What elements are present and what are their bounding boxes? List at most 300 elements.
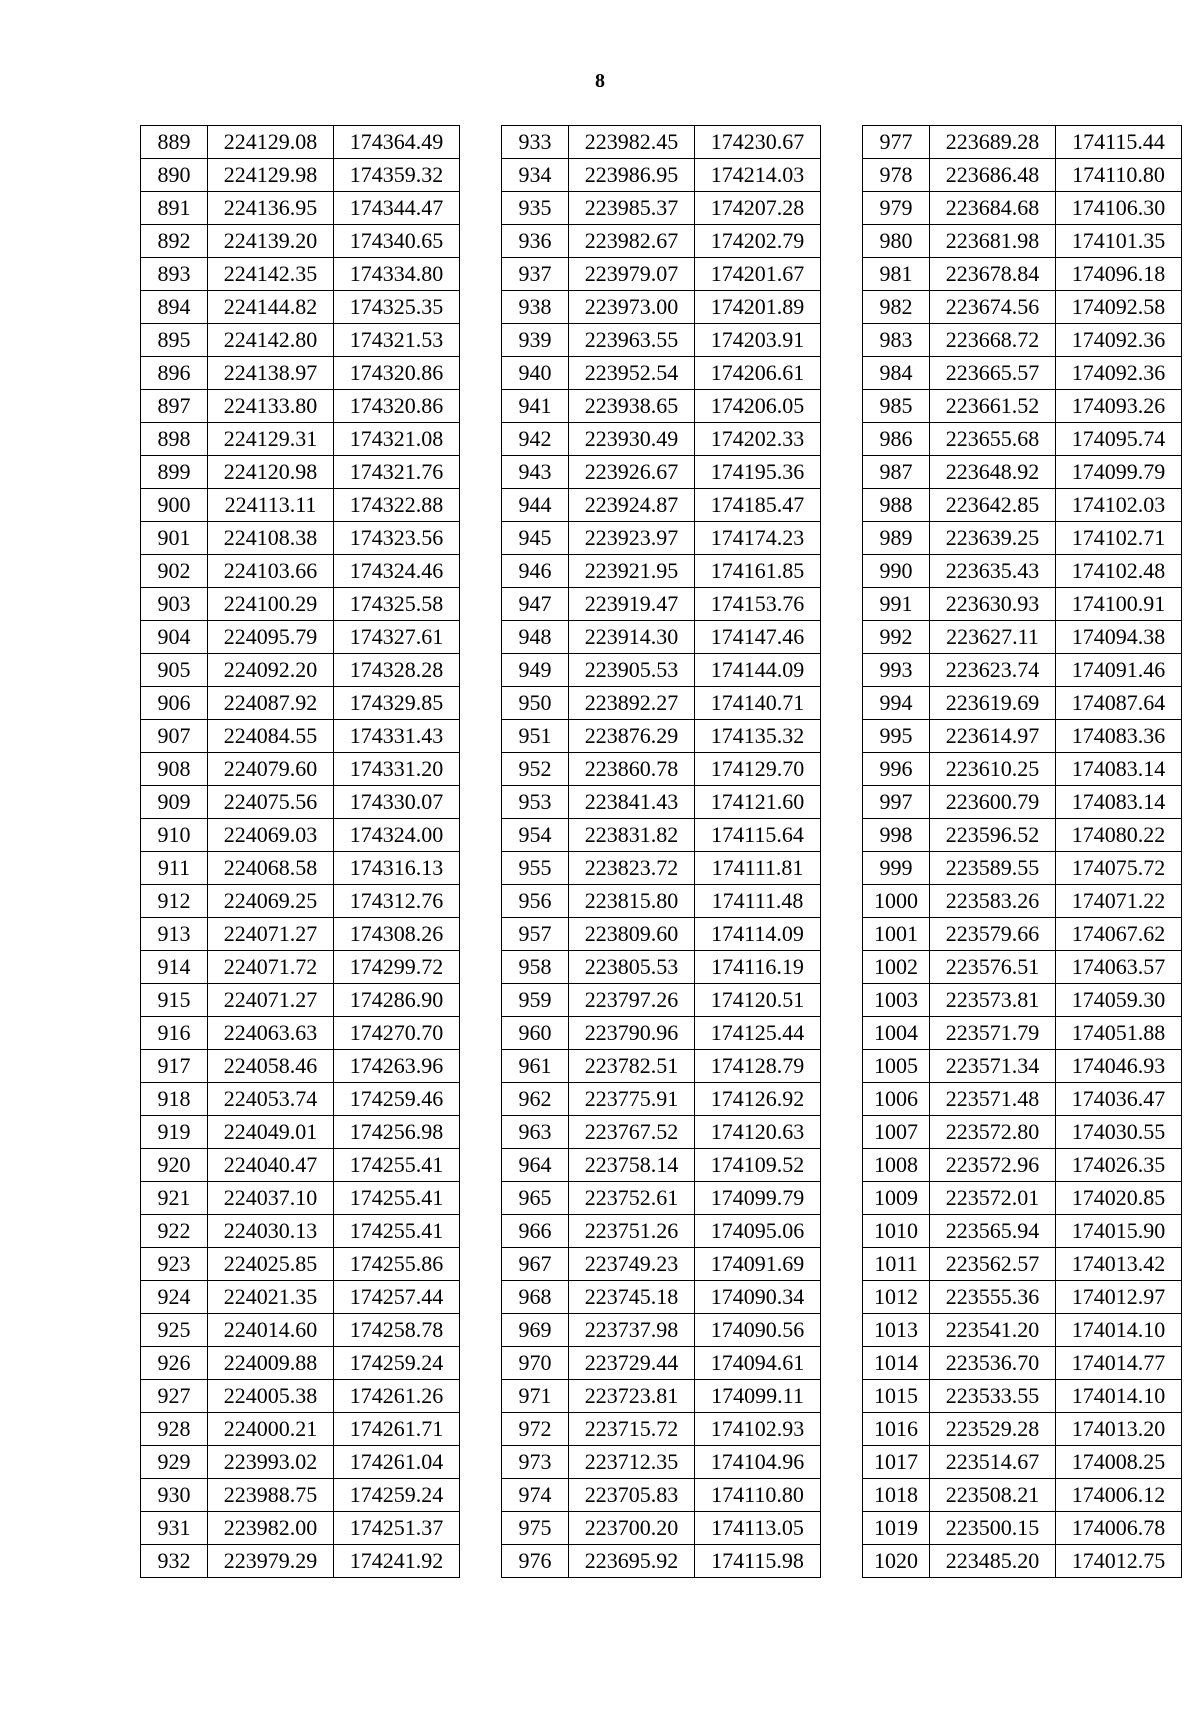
point-number-cell: 1019 [863,1512,930,1545]
point-number-cell: 922 [141,1215,208,1248]
point-number-cell: 925 [141,1314,208,1347]
point-number-cell: 1014 [863,1347,930,1380]
point-number-cell: 893 [141,258,208,291]
x-coordinate-cell: 223782.51 [569,1050,695,1083]
y-coordinate-cell: 174080.22 [1056,819,1182,852]
point-number-cell: 977 [863,126,930,159]
x-coordinate-cell: 224071.27 [208,984,334,1017]
table-row [863,258,1182,291]
table-row [502,1248,821,1281]
y-coordinate-cell: 174325.35 [334,291,460,324]
point-number-cell: 906 [141,687,208,720]
point-number-cell: 928 [141,1413,208,1446]
x-coordinate-cell: 223823.72 [569,852,695,885]
y-coordinate-cell: 174059.30 [1056,984,1182,1017]
point-number-cell: 958 [502,951,569,984]
point-number-cell: 1016 [863,1413,930,1446]
table-row [863,1446,1182,1479]
x-coordinate-cell: 224136.95 [208,192,334,225]
x-coordinate-cell: 223979.07 [569,258,695,291]
point-number-cell: 979 [863,192,930,225]
table-row [141,1050,460,1083]
point-number-cell: 960 [502,1017,569,1050]
x-coordinate-cell: 223938.65 [569,390,695,423]
x-coordinate-cell: 224068.58 [208,852,334,885]
point-number-cell: 941 [502,390,569,423]
x-coordinate-cell: 223572.01 [930,1182,1056,1215]
x-coordinate-cell: 223775.91 [569,1083,695,1116]
x-coordinate-cell: 224100.29 [208,588,334,621]
point-number-cell: 889 [141,126,208,159]
point-number-cell: 931 [141,1512,208,1545]
x-coordinate-cell: 223661.52 [930,390,1056,423]
y-coordinate-cell: 174201.67 [695,258,821,291]
x-coordinate-cell: 223905.53 [569,654,695,687]
table-row [863,1347,1182,1380]
y-coordinate-cell: 174092.36 [1056,357,1182,390]
x-coordinate-cell: 223715.72 [569,1413,695,1446]
x-coordinate-cell: 223562.57 [930,1248,1056,1281]
y-coordinate-cell: 174092.58 [1056,291,1182,324]
y-coordinate-cell: 174046.93 [1056,1050,1182,1083]
x-coordinate-cell: 223751.26 [569,1215,695,1248]
table-row [141,324,460,357]
x-coordinate-cell: 223723.81 [569,1380,695,1413]
table-row [141,819,460,852]
y-coordinate-cell: 174102.03 [1056,489,1182,522]
y-coordinate-cell: 174329.85 [334,687,460,720]
table-row [502,1380,821,1413]
table-row [863,720,1182,753]
table-row [141,1413,460,1446]
y-coordinate-cell: 174083.14 [1056,753,1182,786]
y-coordinate-cell: 174330.07 [334,786,460,819]
y-coordinate-cell: 174286.90 [334,984,460,1017]
x-coordinate-cell: 223485.20 [930,1545,1056,1578]
table-row [141,687,460,720]
table-row [141,1215,460,1248]
table-row [502,555,821,588]
x-coordinate-cell: 224079.60 [208,753,334,786]
table-row [502,1116,821,1149]
y-coordinate-cell: 174202.33 [695,423,821,456]
y-coordinate-cell: 174099.79 [695,1182,821,1215]
point-number-cell: 999 [863,852,930,885]
table-row [863,1116,1182,1149]
point-number-cell: 981 [863,258,930,291]
x-coordinate-cell: 223841.43 [569,786,695,819]
y-coordinate-cell: 174203.91 [695,324,821,357]
y-coordinate-cell: 174099.11 [695,1380,821,1413]
point-number-cell: 915 [141,984,208,1017]
point-number-cell: 909 [141,786,208,819]
point-number-cell: 963 [502,1116,569,1149]
y-coordinate-cell: 174030.55 [1056,1116,1182,1149]
point-number-cell: 939 [502,324,569,357]
x-coordinate-cell: 223705.83 [569,1479,695,1512]
y-coordinate-cell: 174083.36 [1056,720,1182,753]
table-row [863,753,1182,786]
x-coordinate-cell: 224053.74 [208,1083,334,1116]
x-coordinate-cell: 224144.82 [208,291,334,324]
y-coordinate-cell: 174320.86 [334,357,460,390]
table-row [863,324,1182,357]
table-row [502,588,821,621]
x-coordinate-cell: 223627.11 [930,621,1056,654]
x-coordinate-cell: 223596.52 [930,819,1056,852]
point-number-cell: 912 [141,885,208,918]
point-number-cell: 936 [502,225,569,258]
y-coordinate-cell: 174255.41 [334,1149,460,1182]
point-number-cell: 938 [502,291,569,324]
x-coordinate-cell: 223923.97 [569,522,695,555]
point-number-cell: 1009 [863,1182,930,1215]
x-coordinate-cell: 223579.66 [930,918,1056,951]
y-coordinate-cell: 174116.19 [695,951,821,984]
table-row [863,555,1182,588]
y-coordinate-cell: 174051.88 [1056,1017,1182,1050]
table-row [141,489,460,522]
table-row [502,1413,821,1446]
point-number-cell: 918 [141,1083,208,1116]
x-coordinate-cell: 224113.11 [208,489,334,522]
table-row [502,1347,821,1380]
table-row [141,225,460,258]
point-number-cell: 923 [141,1248,208,1281]
table-row [863,786,1182,819]
table-row [863,687,1182,720]
y-coordinate-cell: 174014.10 [1056,1314,1182,1347]
point-number-cell: 984 [863,357,930,390]
x-coordinate-cell: 224142.80 [208,324,334,357]
point-number-cell: 993 [863,654,930,687]
x-coordinate-cell: 223695.92 [569,1545,695,1578]
x-coordinate-cell: 223805.53 [569,951,695,984]
table-row [863,1281,1182,1314]
x-coordinate-cell: 223565.94 [930,1215,1056,1248]
table-row [502,1149,821,1182]
y-coordinate-cell: 174006.12 [1056,1479,1182,1512]
point-number-cell: 990 [863,555,930,588]
y-coordinate-cell: 174359.32 [334,159,460,192]
y-coordinate-cell: 174104.96 [695,1446,821,1479]
point-number-cell: 948 [502,621,569,654]
point-number-cell: 911 [141,852,208,885]
y-coordinate-cell: 174008.25 [1056,1446,1182,1479]
x-coordinate-cell: 223752.61 [569,1182,695,1215]
x-coordinate-cell: 223790.96 [569,1017,695,1050]
table-row [502,951,821,984]
point-number-cell: 975 [502,1512,569,1545]
point-number-cell: 971 [502,1380,569,1413]
x-coordinate-cell: 224058.46 [208,1050,334,1083]
y-coordinate-cell: 174111.81 [695,852,821,885]
point-number-cell: 1006 [863,1083,930,1116]
point-number-cell: 907 [141,720,208,753]
x-coordinate-cell: 223614.97 [930,720,1056,753]
point-number-cell: 1003 [863,984,930,1017]
table-row [502,654,821,687]
y-coordinate-cell: 174259.46 [334,1083,460,1116]
y-coordinate-cell: 174230.67 [695,126,821,159]
coordinate-table-2 [501,125,821,1578]
x-coordinate-cell: 223815.80 [569,885,695,918]
table-row [863,588,1182,621]
x-coordinate-cell: 223668.72 [930,324,1056,357]
x-coordinate-cell: 224000.21 [208,1413,334,1446]
y-coordinate-cell: 174259.24 [334,1347,460,1380]
point-number-cell: 980 [863,225,930,258]
point-number-cell: 929 [141,1446,208,1479]
y-coordinate-cell: 174110.80 [695,1479,821,1512]
coordinate-table-3 [862,125,1182,1578]
y-coordinate-cell: 174321.53 [334,324,460,357]
table-row [502,489,821,522]
table-row [863,1149,1182,1182]
table-row [141,588,460,621]
point-number-cell: 894 [141,291,208,324]
x-coordinate-cell: 223737.98 [569,1314,695,1347]
x-coordinate-cell: 223600.79 [930,786,1056,819]
y-coordinate-cell: 174263.96 [334,1050,460,1083]
point-number-cell: 924 [141,1281,208,1314]
x-coordinate-cell: 224129.31 [208,423,334,456]
x-coordinate-cell: 223919.47 [569,588,695,621]
x-coordinate-cell: 224040.47 [208,1149,334,1182]
point-number-cell: 1002 [863,951,930,984]
x-coordinate-cell: 224108.38 [208,522,334,555]
y-coordinate-cell: 174015.90 [1056,1215,1182,1248]
y-coordinate-cell: 174026.35 [1056,1149,1182,1182]
table-row [863,621,1182,654]
y-coordinate-cell: 174102.71 [1056,522,1182,555]
table-row [502,159,821,192]
y-coordinate-cell: 174334.80 [334,258,460,291]
table-row [141,984,460,1017]
x-coordinate-cell: 223533.55 [930,1380,1056,1413]
y-coordinate-cell: 174201.89 [695,291,821,324]
y-coordinate-cell: 174322.88 [334,489,460,522]
table-row [141,1182,460,1215]
point-number-cell: 934 [502,159,569,192]
y-coordinate-cell: 174320.86 [334,390,460,423]
x-coordinate-cell: 224092.20 [208,654,334,687]
point-number-cell: 968 [502,1281,569,1314]
x-coordinate-cell: 224133.80 [208,390,334,423]
x-coordinate-cell: 223678.84 [930,258,1056,291]
table-row [141,192,460,225]
x-coordinate-cell: 223589.55 [930,852,1056,885]
page-number: 8 [595,70,605,92]
table-row [502,1479,821,1512]
y-coordinate-cell: 174100.91 [1056,588,1182,621]
x-coordinate-cell: 223572.80 [930,1116,1056,1149]
table-row [141,1512,460,1545]
point-number-cell: 903 [141,588,208,621]
table-row [863,126,1182,159]
table-row [141,1347,460,1380]
x-coordinate-cell: 224063.63 [208,1017,334,1050]
table-row [863,423,1182,456]
table-row [863,357,1182,390]
point-number-cell: 1011 [863,1248,930,1281]
x-coordinate-cell: 224084.55 [208,720,334,753]
x-coordinate-cell: 223963.55 [569,324,695,357]
y-coordinate-cell: 174206.61 [695,357,821,390]
y-coordinate-cell: 174259.24 [334,1479,460,1512]
point-number-cell: 998 [863,819,930,852]
x-coordinate-cell: 224009.88 [208,1347,334,1380]
y-coordinate-cell: 174115.98 [695,1545,821,1578]
table-row [863,1083,1182,1116]
y-coordinate-cell: 174083.14 [1056,786,1182,819]
y-coordinate-cell: 174325.58 [334,588,460,621]
y-coordinate-cell: 174090.34 [695,1281,821,1314]
x-coordinate-cell: 223571.48 [930,1083,1056,1116]
table-row [863,456,1182,489]
x-coordinate-cell: 223921.95 [569,555,695,588]
y-coordinate-cell: 174129.70 [695,753,821,786]
table-row [863,1512,1182,1545]
point-number-cell: 913 [141,918,208,951]
table-row [863,390,1182,423]
y-coordinate-cell: 174014.77 [1056,1347,1182,1380]
table-row [863,225,1182,258]
point-number-cell: 940 [502,357,569,390]
point-number-cell: 1007 [863,1116,930,1149]
table-row [502,852,821,885]
y-coordinate-cell: 174344.47 [334,192,460,225]
x-coordinate-cell: 224129.98 [208,159,334,192]
x-coordinate-cell: 223508.21 [930,1479,1056,1512]
table-row [863,1215,1182,1248]
x-coordinate-cell: 223665.57 [930,357,1056,390]
table-row [502,1281,821,1314]
table-row [141,621,460,654]
y-coordinate-cell: 174324.00 [334,819,460,852]
y-coordinate-cell: 174214.03 [695,159,821,192]
point-number-cell: 966 [502,1215,569,1248]
table-row [141,1545,460,1578]
point-number-cell: 961 [502,1050,569,1083]
point-number-cell: 1004 [863,1017,930,1050]
point-number-cell: 920 [141,1149,208,1182]
point-number-cell: 926 [141,1347,208,1380]
x-coordinate-cell: 224120.98 [208,456,334,489]
x-coordinate-cell: 223572.96 [930,1149,1056,1182]
point-number-cell: 932 [141,1545,208,1578]
y-coordinate-cell: 174115.64 [695,819,821,852]
table-row [502,423,821,456]
y-coordinate-cell: 174115.44 [1056,126,1182,159]
point-number-cell: 930 [141,1479,208,1512]
point-number-cell: 1018 [863,1479,930,1512]
x-coordinate-cell: 224025.85 [208,1248,334,1281]
table-row [863,852,1182,885]
y-coordinate-cell: 174126.92 [695,1083,821,1116]
point-number-cell: 914 [141,951,208,984]
x-coordinate-cell: 224071.72 [208,951,334,984]
point-number-cell: 965 [502,1182,569,1215]
table-row [141,555,460,588]
table-row [502,1314,821,1347]
x-coordinate-cell: 223648.92 [930,456,1056,489]
x-coordinate-cell: 223985.37 [569,192,695,225]
x-coordinate-cell: 223729.44 [569,1347,695,1380]
y-coordinate-cell: 174094.38 [1056,621,1182,654]
point-number-cell: 947 [502,588,569,621]
x-coordinate-cell: 223681.98 [930,225,1056,258]
y-coordinate-cell: 174101.35 [1056,225,1182,258]
point-number-cell: 897 [141,390,208,423]
point-number-cell: 956 [502,885,569,918]
point-number-cell: 933 [502,126,569,159]
y-coordinate-cell: 174120.51 [695,984,821,1017]
table-row [502,192,821,225]
point-number-cell: 974 [502,1479,569,1512]
point-number-cell: 952 [502,753,569,786]
table-row [863,1380,1182,1413]
point-number-cell: 890 [141,159,208,192]
y-coordinate-cell: 174316.13 [334,852,460,885]
table-row [502,1512,821,1545]
table-row [502,1446,821,1479]
table-row [502,918,821,951]
x-coordinate-cell: 223700.20 [569,1512,695,1545]
point-number-cell: 985 [863,390,930,423]
table-row [141,753,460,786]
y-coordinate-cell: 174261.04 [334,1446,460,1479]
point-number-cell: 916 [141,1017,208,1050]
table-row [141,885,460,918]
point-number-cell: 967 [502,1248,569,1281]
table-row [141,390,460,423]
point-number-cell: 992 [863,621,930,654]
y-coordinate-cell: 174299.72 [334,951,460,984]
y-coordinate-cell: 174013.42 [1056,1248,1182,1281]
y-coordinate-cell: 174102.93 [695,1413,821,1446]
x-coordinate-cell: 223926.67 [569,456,695,489]
x-coordinate-cell: 223619.69 [930,687,1056,720]
x-coordinate-cell: 224139.20 [208,225,334,258]
x-coordinate-cell: 223767.52 [569,1116,695,1149]
x-coordinate-cell: 223684.68 [930,192,1056,225]
point-number-cell: 1015 [863,1380,930,1413]
x-coordinate-cell: 223982.45 [569,126,695,159]
point-number-cell: 954 [502,819,569,852]
y-coordinate-cell: 174153.76 [695,588,821,621]
table-row [502,786,821,819]
x-coordinate-cell: 224087.92 [208,687,334,720]
y-coordinate-cell: 174093.26 [1056,390,1182,423]
table-row [141,291,460,324]
point-number-cell: 957 [502,918,569,951]
y-coordinate-cell: 174109.52 [695,1149,821,1182]
table-row [863,1413,1182,1446]
y-coordinate-cell: 174114.09 [695,918,821,951]
x-coordinate-cell: 224069.25 [208,885,334,918]
x-coordinate-cell: 224014.60 [208,1314,334,1347]
x-coordinate-cell: 223674.56 [930,291,1056,324]
y-coordinate-cell: 174063.57 [1056,951,1182,984]
x-coordinate-cell: 223831.82 [569,819,695,852]
y-coordinate-cell: 174095.74 [1056,423,1182,456]
y-coordinate-cell: 174071.22 [1056,885,1182,918]
x-coordinate-cell: 223689.28 [930,126,1056,159]
table-row [863,984,1182,1017]
point-number-cell: 986 [863,423,930,456]
table-row [863,1479,1182,1512]
